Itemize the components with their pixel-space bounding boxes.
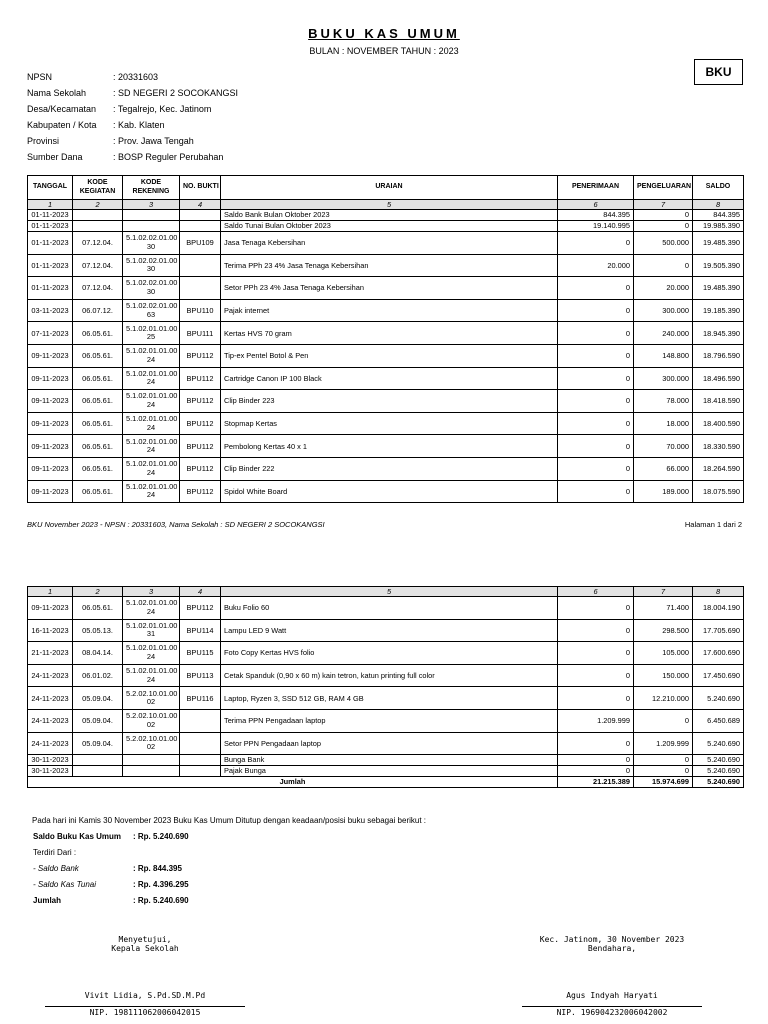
cell-kode-kegiatan <box>73 210 123 221</box>
cell-tanggal: 09-11-2023 <box>28 367 73 390</box>
table-row <box>28 480 744 503</box>
column-number: 7 <box>634 200 693 210</box>
cell-uraian: Spidol White Board <box>221 480 558 503</box>
cell-no-bukti <box>180 277 221 300</box>
cell-tanggal: 01-11-2023 <box>28 277 73 300</box>
cell-kode-rekening: 5.1.02.01.01.00 31 <box>123 619 180 642</box>
cell-kode-kegiatan: 07.12.04. <box>73 232 123 255</box>
column-number: 1 <box>28 587 73 597</box>
cell-penerimaan: 844.395 <box>558 210 634 221</box>
cell-no-bukti: BPU110 <box>180 299 221 322</box>
cell-uraian: Terima PPN Pengadaan laptop <box>221 709 558 732</box>
cell-kode-kegiatan: 05.09.04. <box>73 709 123 732</box>
treasurer-signature-line <box>522 1006 702 1007</box>
school-info <box>27 69 238 165</box>
cell-pengeluaran: 12.210.000 <box>634 687 693 710</box>
cell-pengeluaran: 189.000 <box>634 480 693 503</box>
cell-pengeluaran: 150.000 <box>634 664 693 687</box>
cell-penerimaan: 0 <box>558 766 634 777</box>
cell-pengeluaran: 0 <box>634 221 693 232</box>
treasurer-title: Bendahara, <box>587 944 637 953</box>
cell-pengeluaran: 0 <box>634 254 693 277</box>
cell-pengeluaran: 0 <box>634 210 693 221</box>
header-kode-kegiatan: KODE KEGIATAN <box>73 176 123 200</box>
header-penerimaan: PENERIMAAN <box>558 176 634 200</box>
cell-pengeluaran: 1.209.999 <box>634 732 693 755</box>
cell-no-bukti: BPU113 <box>180 664 221 687</box>
cell-saldo: 5.240.690 <box>693 755 744 766</box>
table-row <box>28 254 744 277</box>
cell-tanggal: 09-11-2023 <box>28 412 73 435</box>
cell-no-bukti: BPU114 <box>180 619 221 642</box>
principal-name: Vivit Lidia, S.Pd.SD.M.Pd <box>84 991 206 1000</box>
cell-pengeluaran: 300.000 <box>634 299 693 322</box>
table-row <box>28 755 744 766</box>
cell-penerimaan: 0 <box>558 435 634 458</box>
cell-kode-rekening: 5.1.02.01.01.00 24 <box>123 597 180 620</box>
cell-saldo: 19.505.390 <box>693 254 744 277</box>
cell-penerimaan: 0 <box>558 642 634 665</box>
table-row <box>28 619 744 642</box>
total-penerimaan: 21.215.389 <box>558 777 634 788</box>
signature-principal <box>45 935 245 1017</box>
cell-uraian: Jasa Tenaga Kebersihan <box>221 232 558 255</box>
closing-saldo-bku: Saldo Buku Kas Umum : Rp. 5.240.690 <box>33 831 189 841</box>
cell-tanggal: 01-11-2023 <box>28 221 73 232</box>
cell-tanggal: 09-11-2023 <box>28 390 73 413</box>
closing-jumlah: Jumlah : Rp. 5.240.690 <box>33 895 189 905</box>
table-row <box>28 597 744 620</box>
column-number: 4 <box>180 587 221 597</box>
info-row-fund-source: Sumber Dana : BOSP Reguler Perubahan <box>27 152 224 162</box>
treasurer-name: Agus Indyah Haryati <box>566 991 658 1000</box>
cell-kode-rekening: 5.1.02.01.01.00 24 <box>123 642 180 665</box>
table-row <box>28 277 744 300</box>
cell-kode-kegiatan: 06.05.61. <box>73 435 123 458</box>
header-pengeluaran: PENGELUARAN <box>634 176 693 200</box>
treasurer-place-date: Kec. Jatinom, 30 November 2023 <box>539 935 685 944</box>
ledger-table-page-2 <box>27 586 744 788</box>
table-row <box>28 299 744 322</box>
cell-tanggal: 24-11-2023 <box>28 709 73 732</box>
cell-penerimaan: 0 <box>558 232 634 255</box>
cell-kode-rekening: 5.1.02.01.01.00 24 <box>123 664 180 687</box>
cell-no-bukti: BPU116 <box>180 687 221 710</box>
cell-uraian: Buku Folio 60 <box>221 597 558 620</box>
table-row <box>28 210 744 221</box>
cell-no-bukti <box>180 221 221 232</box>
cell-kode-kegiatan <box>73 766 123 777</box>
cell-kode-kegiatan: 05.09.04. <box>73 732 123 755</box>
cell-no-bukti: BPU115 <box>180 642 221 665</box>
cell-tanggal: 01-11-2023 <box>28 210 73 221</box>
cell-kode-kegiatan: 05.09.04. <box>73 687 123 710</box>
cell-uraian: Saldo Tunai Bulan Oktober 2023 <box>221 221 558 232</box>
cell-uraian: Clip Binder 222 <box>221 457 558 480</box>
column-number: 8 <box>693 587 744 597</box>
cell-kode-kegiatan: 07.12.04. <box>73 277 123 300</box>
cell-no-bukti: BPU112 <box>180 344 221 367</box>
cell-no-bukti: BPU112 <box>180 457 221 480</box>
cell-kode-kegiatan: 06.05.61. <box>73 480 123 503</box>
cell-uraian: Terima PPh 23 4% Jasa Tenaga Kebersihan <box>221 254 558 277</box>
table-row <box>28 732 744 755</box>
table-row <box>28 390 744 413</box>
table-row <box>28 766 744 777</box>
cell-no-bukti: BPU112 <box>180 390 221 413</box>
closing-terdiri: Terdiri Dari : <box>33 847 77 857</box>
cell-kode-rekening: 5.1.02.01.01.00 24 <box>123 344 180 367</box>
cell-saldo: 844.395 <box>693 210 744 221</box>
column-number: 7 <box>634 587 693 597</box>
cell-kode-kegiatan: 06.05.61. <box>73 390 123 413</box>
cell-saldo: 18.418.590 <box>693 390 744 413</box>
table-row <box>28 367 744 390</box>
cell-kode-rekening: 5.1.02.01.01.00 24 <box>123 390 180 413</box>
cell-kode-rekening <box>123 755 180 766</box>
cell-penerimaan: 0 <box>558 412 634 435</box>
cell-uraian: Laptop, Ryzen 3, SSD 512 GB, RAM 4 GB <box>221 687 558 710</box>
cell-saldo: 5.240.690 <box>693 732 744 755</box>
signature-treasurer <box>522 935 702 1017</box>
cell-pengeluaran: 18.000 <box>634 412 693 435</box>
cell-saldo: 17.450.690 <box>693 664 744 687</box>
footer-document-info: BKU November 2023 - NPSN : 20331603, Nama Sekolah : SD NEGERI 2 SOCOKANGSI <box>27 520 325 529</box>
cell-penerimaan: 0 <box>558 367 634 390</box>
cell-penerimaan: 0 <box>558 619 634 642</box>
table-row <box>28 435 744 458</box>
cell-saldo: 18.264.590 <box>693 457 744 480</box>
table-row <box>28 232 744 255</box>
cell-tanggal: 01-11-2023 <box>28 254 73 277</box>
cell-kode-kegiatan <box>73 221 123 232</box>
cell-pengeluaran: 500.000 <box>634 232 693 255</box>
table-row <box>28 344 744 367</box>
cell-no-bukti <box>180 254 221 277</box>
cell-tanggal: 03-11-2023 <box>28 299 73 322</box>
cell-uraian: Kertas HVS 70 gram <box>221 322 558 345</box>
cell-no-bukti <box>180 709 221 732</box>
cell-uraian: Clip Binder 223 <box>221 390 558 413</box>
cell-tanggal: 09-11-2023 <box>28 597 73 620</box>
cell-saldo: 17.600.690 <box>693 642 744 665</box>
cell-saldo: 18.945.390 <box>693 322 744 345</box>
cell-pengeluaran: 105.000 <box>634 642 693 665</box>
header-kode-rekening: KODE REKENING <box>123 176 180 200</box>
info-row-school-name: Nama Sekolah : SD NEGERI 2 SOCOKANGSI <box>27 88 239 98</box>
cell-no-bukti <box>180 755 221 766</box>
info-row-npsn: NPSN : 20331603 <box>27 72 159 82</box>
cell-uraian: Saldo Bank Bulan Oktober 2023 <box>221 210 558 221</box>
cell-saldo: 18.796.590 <box>693 344 744 367</box>
cell-tanggal: 01-11-2023 <box>28 232 73 255</box>
cell-saldo: 19.485.390 <box>693 232 744 255</box>
total-label: Jumlah <box>28 777 558 788</box>
column-number: 2 <box>73 587 123 597</box>
header-saldo: SALDO <box>693 176 744 200</box>
closing-statement: Pada hari ini Kamis 30 November 2023 Buku Kas Umum Ditutup dengan keadaan/posisi buku sebagai berikut : <box>32 815 427 825</box>
cell-tanggal: 09-11-2023 <box>28 344 73 367</box>
cell-kode-rekening <box>123 221 180 232</box>
table-row <box>28 664 744 687</box>
cell-kode-kegiatan: 05.05.13. <box>73 619 123 642</box>
cell-kode-kegiatan: 06.07.12. <box>73 299 123 322</box>
principal-nip: NIP. 198111062006042015 <box>89 1008 201 1017</box>
cell-saldo: 18.075.590 <box>693 480 744 503</box>
cell-saldo: 6.450.689 <box>693 709 744 732</box>
cell-kode-kegiatan: 08.04.14. <box>73 642 123 665</box>
cell-kode-rekening: 5.1.02.02.01.00 30 <box>123 254 180 277</box>
cell-kode-rekening: 5.1.02.01.01.00 24 <box>123 412 180 435</box>
closing-saldo-bank: - Saldo Bank : Rp. 844.395 <box>33 863 182 873</box>
table-row <box>28 322 744 345</box>
cell-kode-rekening: 5.2.02.10.01.00 02 <box>123 732 180 755</box>
cell-uraian: Foto Copy Kertas HVS folio <box>221 642 558 665</box>
cell-tanggal: 24-11-2023 <box>28 664 73 687</box>
table-row <box>28 457 744 480</box>
cell-uraian: Lampu LED 9 Watt <box>221 619 558 642</box>
cell-penerimaan: 0 <box>558 687 634 710</box>
cell-uraian: Setor PPh 23 4% Jasa Tenaga Kebersihan <box>221 277 558 300</box>
cell-pengeluaran: 0 <box>634 755 693 766</box>
cell-kode-kegiatan: 06.05.61. <box>73 344 123 367</box>
cell-kode-kegiatan: 06.01.02. <box>73 664 123 687</box>
cell-no-bukti <box>180 766 221 777</box>
cell-penerimaan: 0 <box>558 664 634 687</box>
cell-pengeluaran: 300.000 <box>634 367 693 390</box>
cell-pengeluaran: 298.500 <box>634 619 693 642</box>
cell-uraian: Cetak Spanduk (0,90 x 60 m) kain tetron, katun printing full color <box>221 664 558 687</box>
column-number: 3 <box>123 587 180 597</box>
closing-summary <box>33 812 426 908</box>
cell-no-bukti: BPU112 <box>180 597 221 620</box>
info-row-regency: Kabupaten / Kota : Kab. Klaten <box>27 120 165 130</box>
cell-pengeluaran: 0 <box>634 766 693 777</box>
cell-kode-rekening: 5.1.02.02.01.00 63 <box>123 299 180 322</box>
cell-penerimaan: 0 <box>558 299 634 322</box>
info-row-province: Provinsi : Prov. Jawa Tengah <box>27 136 194 146</box>
column-number-row <box>28 587 744 597</box>
cell-kode-kegiatan: 06.05.61. <box>73 457 123 480</box>
cell-saldo: 18.330.590 <box>693 435 744 458</box>
cell-penerimaan: 0 <box>558 480 634 503</box>
cell-saldo: 19.185.390 <box>693 299 744 322</box>
cell-pengeluaran: 148.800 <box>634 344 693 367</box>
cell-penerimaan: 19.140.995 <box>558 221 634 232</box>
cell-kode-rekening: 5.1.02.01.01.00 24 <box>123 480 180 503</box>
cell-no-bukti <box>180 210 221 221</box>
cell-saldo: 18.400.590 <box>693 412 744 435</box>
cell-no-bukti: BPU112 <box>180 435 221 458</box>
total-row <box>28 777 744 788</box>
cell-kode-kegiatan: 06.05.61. <box>73 322 123 345</box>
cell-uraian: Bunga Bank <box>221 755 558 766</box>
cell-penerimaan: 0 <box>558 755 634 766</box>
column-number: 4 <box>180 200 221 210</box>
column-number: 8 <box>693 200 744 210</box>
table-row <box>28 642 744 665</box>
document-title: BUKU KAS UMUM <box>308 26 460 41</box>
cell-penerimaan: 0 <box>558 457 634 480</box>
document-subtitle: BULAN : NOVEMBER TAHUN : 2023 <box>309 46 459 56</box>
cell-pengeluaran: 78.000 <box>634 390 693 413</box>
cell-tanggal: 07-11-2023 <box>28 322 73 345</box>
cell-penerimaan: 20.000 <box>558 254 634 277</box>
cell-uraian: Setor PPN Pengadaan laptop <box>221 732 558 755</box>
cell-tanggal: 30-11-2023 <box>28 766 73 777</box>
cell-kode-rekening: 5.2.02.10.01.00 02 <box>123 709 180 732</box>
cell-tanggal: 09-11-2023 <box>28 480 73 503</box>
cell-no-bukti: BPU112 <box>180 480 221 503</box>
column-number: 5 <box>221 200 558 210</box>
cell-pengeluaran: 70.000 <box>634 435 693 458</box>
column-number: 2 <box>73 200 123 210</box>
cell-kode-kegiatan: 07.12.04. <box>73 254 123 277</box>
cell-no-bukti <box>180 732 221 755</box>
page-footer <box>27 520 742 529</box>
cell-tanggal: 24-11-2023 <box>28 732 73 755</box>
header-uraian: URAIAN <box>221 176 558 200</box>
cell-saldo: 19.485.390 <box>693 277 744 300</box>
cell-penerimaan: 0 <box>558 390 634 413</box>
cell-penerimaan: 1.209.999 <box>558 709 634 732</box>
cell-penerimaan: 0 <box>558 732 634 755</box>
cell-uraian: Cartridge Canon IP 100 Black <box>221 367 558 390</box>
cell-saldo: 5.240.690 <box>693 687 744 710</box>
cell-kode-rekening: 5.1.02.02.01.00 30 <box>123 232 180 255</box>
footer-page-number: Halaman 1 dari 2 <box>684 520 742 529</box>
info-row-district: Desa/Kecamatan : Tegalrejo, Kec. Jatinom <box>27 104 212 114</box>
cell-penerimaan: 0 <box>558 344 634 367</box>
cell-kode-rekening: 5.1.02.01.01.00 24 <box>123 435 180 458</box>
cell-tanggal: 09-11-2023 <box>28 435 73 458</box>
cell-kode-rekening <box>123 766 180 777</box>
cell-uraian: Pajak Bunga <box>221 766 558 777</box>
cell-uraian: Stopmap Kertas <box>221 412 558 435</box>
cell-pengeluaran: 71.400 <box>634 597 693 620</box>
cell-tanggal: 09-11-2023 <box>28 457 73 480</box>
cell-kode-kegiatan: 06.05.61. <box>73 367 123 390</box>
bku-badge: BKU <box>694 59 743 85</box>
cell-pengeluaran: 20.000 <box>634 277 693 300</box>
cell-no-bukti: BPU109 <box>180 232 221 255</box>
principal-title: Kepala Sekolah <box>111 944 179 953</box>
header-no-bukti: NO. BUKTI <box>180 176 221 200</box>
cell-penerimaan: 0 <box>558 597 634 620</box>
cell-pengeluaran: 0 <box>634 709 693 732</box>
column-number: 6 <box>558 200 634 210</box>
cell-penerimaan: 0 <box>558 322 634 345</box>
cell-saldo: 5.240.690 <box>693 766 744 777</box>
cell-no-bukti: BPU111 <box>180 322 221 345</box>
table-row <box>28 687 744 710</box>
cell-saldo: 18.496.590 <box>693 367 744 390</box>
cell-no-bukti: BPU112 <box>180 367 221 390</box>
cell-tanggal: 24-11-2023 <box>28 687 73 710</box>
cell-uraian: Pajak internet <box>221 299 558 322</box>
cell-kode-kegiatan <box>73 755 123 766</box>
cell-kode-rekening: 5.1.02.01.01.00 24 <box>123 367 180 390</box>
treasurer-nip: NIP. 196904232006042002 <box>556 1008 668 1017</box>
closing-saldo-tunai: - Saldo Kas Tunai : Rp. 4.396.295 <box>33 879 189 889</box>
header-tanggal: TANGGAL <box>28 176 73 200</box>
cell-penerimaan: 0 <box>558 277 634 300</box>
principal-approval-label: Menyetujui, <box>118 935 172 944</box>
column-number: 5 <box>221 587 558 597</box>
cell-kode-rekening: 5.1.02.02.01.00 30 <box>123 277 180 300</box>
cell-uraian: Pembolong Kertas 40 x 1 <box>221 435 558 458</box>
table-row <box>28 221 744 232</box>
column-number: 3 <box>123 200 180 210</box>
cell-tanggal: 21-11-2023 <box>28 642 73 665</box>
cell-kode-kegiatan: 06.05.61. <box>73 597 123 620</box>
cell-kode-rekening: 5.2.02.10.01.00 02 <box>123 687 180 710</box>
cell-saldo: 18.004.190 <box>693 597 744 620</box>
cell-kode-rekening: 5.1.02.01.01.00 24 <box>123 457 180 480</box>
table-row <box>28 709 744 732</box>
cell-pengeluaran: 240.000 <box>634 322 693 345</box>
cell-kode-rekening <box>123 210 180 221</box>
table-row <box>28 412 744 435</box>
ledger-table-page-1 <box>27 175 744 503</box>
column-number: 6 <box>558 587 634 597</box>
cell-kode-kegiatan: 06.05.61. <box>73 412 123 435</box>
total-pengeluaran: 15.974.699 <box>634 777 693 788</box>
cell-saldo: 19.985.390 <box>693 221 744 232</box>
cell-pengeluaran: 66.000 <box>634 457 693 480</box>
column-number: 1 <box>28 200 73 210</box>
cell-tanggal: 16-11-2023 <box>28 619 73 642</box>
cell-kode-rekening: 5.1.02.01.01.00 25 <box>123 322 180 345</box>
total-saldo: 5.240.690 <box>693 777 744 788</box>
cell-tanggal: 30-11-2023 <box>28 755 73 766</box>
column-number-row <box>28 200 744 210</box>
principal-signature-line <box>45 1006 245 1007</box>
cell-no-bukti: BPU112 <box>180 412 221 435</box>
cell-saldo: 17.705.690 <box>693 619 744 642</box>
cell-uraian: Tip-ex Pentel Botol & Pen <box>221 344 558 367</box>
